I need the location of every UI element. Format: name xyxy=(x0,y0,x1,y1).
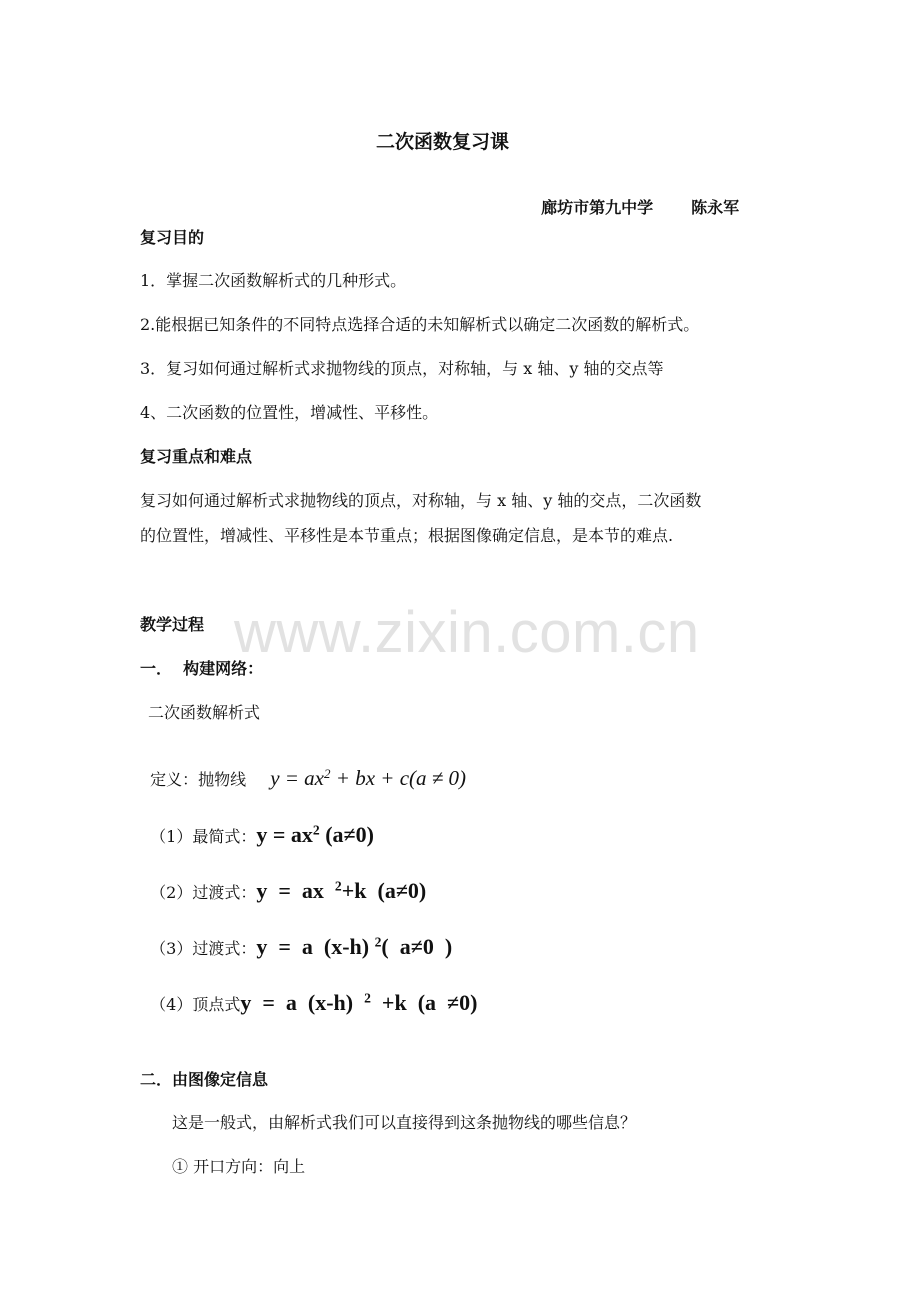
definition-line xyxy=(140,752,466,789)
form-label: （4）顶点式 xyxy=(150,995,241,1014)
part1-heading: 一． 构建网络： xyxy=(140,659,264,678)
goal-item: 1．掌握二次函数解析式的几种形式。 xyxy=(140,271,407,290)
goal-item: 3．复习如何通过解析式求抛物线的顶点，对称轴，与 x 轴、y 轴的交点等 xyxy=(140,359,664,378)
author-line xyxy=(530,184,739,216)
definition-formula: $y = ax^2$ + bx + c(a ≠ 0) xyxy=(270,765,467,790)
part2-answer: ① 开口方向：向上 xyxy=(172,1157,306,1176)
form-label: （2）过渡式： xyxy=(150,883,257,902)
form-label: （1）最简式： xyxy=(150,827,257,846)
goal-item: 2.能根据已知条件的不同特点选择合适的未知解析式以确定二次函数的解析式。 xyxy=(140,315,700,334)
form-row xyxy=(140,864,426,902)
part2-heading: 二．由图像定信息 xyxy=(140,1070,269,1089)
form-label: （3）过渡式： xyxy=(150,939,257,958)
form-formula: y = a (x-h) $^2$ +k (a ≠0) xyxy=(240,990,478,1015)
form-row xyxy=(140,808,374,846)
page-title: 二次函数复习课 xyxy=(376,131,510,153)
form-row xyxy=(140,920,452,958)
form-formula: $y = ax^2$ (a≠0) xyxy=(256,822,374,847)
form-row xyxy=(140,976,477,1014)
part2-question: 这是一般式，由解析式我们可以直接得到这条抛物线的哪些信息？ xyxy=(172,1113,637,1132)
author-name: 陈永军 xyxy=(691,198,740,217)
goals-heading: 复习目的 xyxy=(140,228,205,247)
form-formula: y = ax $^2$+k (a≠0) xyxy=(256,878,427,903)
key-line: 复习如何通过解析式求抛物线的顶点，对称轴，与 x 轴、y 轴的交点，二次函数 xyxy=(140,491,702,510)
definition-label: 定义：抛物线 xyxy=(150,770,247,789)
goal-item: 4、二次函数的位置性，增减性、平移性。 xyxy=(140,403,439,422)
part1-subheading: 二次函数解析式 xyxy=(148,703,261,722)
form-formula: y = a (x-h) $^2$( a≠0 ) xyxy=(256,934,453,959)
key-line: 的位置性，增减性、平移性是本节重点；根据图像确定信息，是本节的难点. xyxy=(140,526,674,545)
author-school: 廊坊市第九中学 xyxy=(541,198,654,217)
process-heading: 教学过程 xyxy=(140,615,205,634)
watermark: www.zixin.com.cn xyxy=(234,600,700,665)
key-heading: 复习重点和难点 xyxy=(140,447,253,466)
